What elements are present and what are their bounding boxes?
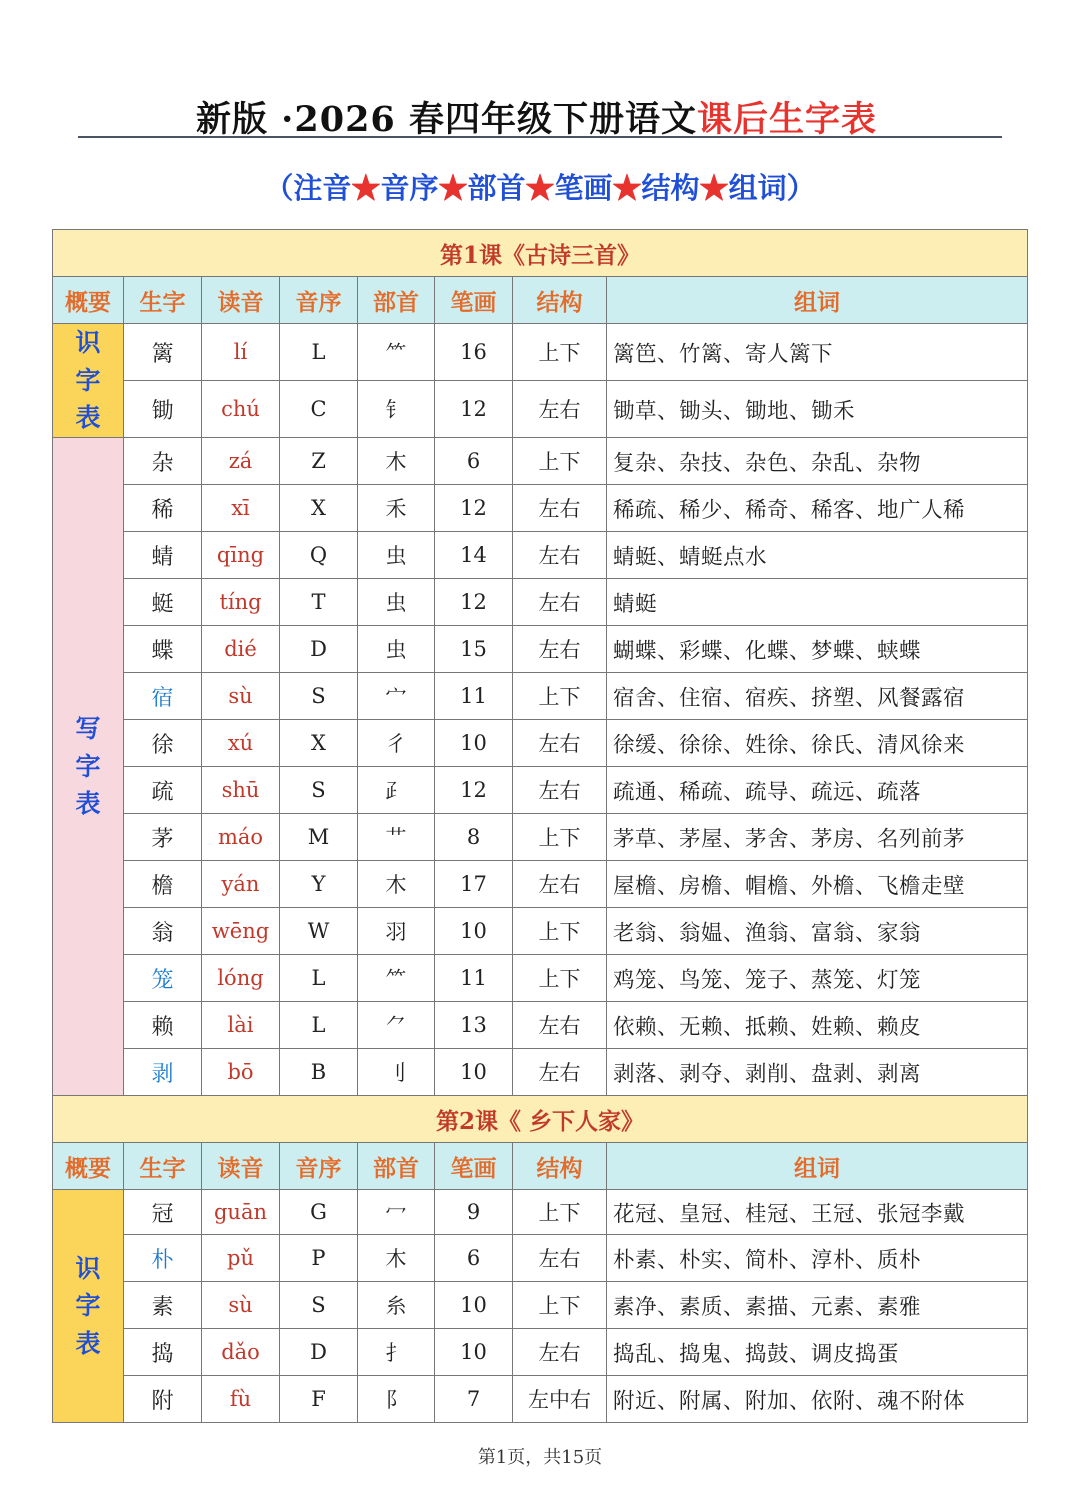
character-cell: 锄	[124, 381, 202, 438]
subtitle-part: 结构	[641, 171, 700, 205]
category-char: 表	[75, 403, 101, 433]
words-cell: 茅草、茅屋、茅舍、茅房、名列前茅	[607, 814, 1028, 861]
strokes-cell: 14	[435, 532, 513, 579]
words-cell: 素净、素质、素描、元素、素雅	[607, 1282, 1028, 1329]
structure-cell: 左右	[513, 532, 607, 579]
pinyin-cell: qīng	[202, 532, 280, 579]
strokes-cell: 17	[435, 861, 513, 908]
column-header: 部首	[358, 1143, 435, 1190]
subtitle-part: 部首	[467, 171, 526, 205]
structure-cell: 上下	[513, 955, 607, 1002]
radical-cell: 糸	[358, 1282, 435, 1329]
table-row	[53, 955, 1028, 1002]
vocabulary-table	[52, 229, 1028, 1423]
strokes-cell: 16	[435, 324, 513, 381]
column-header: 笔画	[435, 1143, 513, 1190]
table-row	[53, 908, 1028, 955]
pinyin-cell: xī	[202, 485, 280, 532]
structure-cell: 左右	[513, 861, 607, 908]
page-footer: 第1页，共15页	[477, 1447, 603, 1468]
words-cell: 鸡笼、鸟笼、笼子、蒸笼、灯笼	[607, 955, 1028, 1002]
radical-cell: 扌	[358, 1329, 435, 1376]
pinyin-cell: lóng	[202, 955, 280, 1002]
subtitle-open: （	[264, 171, 294, 205]
structure-cell: 左右	[513, 1235, 607, 1282]
radical-cell: 木	[358, 861, 435, 908]
initial-cell: D	[280, 1329, 358, 1376]
words-cell: 老翁、翁媪、渔翁、富翁、家翁	[607, 908, 1028, 955]
character-cell: 疏	[124, 767, 202, 814]
pinyin-cell: bō	[202, 1049, 280, 1096]
radical-cell: 阝	[358, 1376, 435, 1423]
column-header: 读音	[202, 277, 280, 324]
radical-cell: ⺪	[358, 767, 435, 814]
words-cell: 篱笆、竹篱、寄人篱下	[607, 324, 1028, 381]
words-cell: 蜻蜓	[607, 579, 1028, 626]
table-row	[53, 381, 1028, 438]
radical-cell: 羽	[358, 908, 435, 955]
table-header-row	[53, 277, 1028, 324]
radical-cell: 冖	[358, 1190, 435, 1235]
words-cell: 宿舍、住宿、宿疾、挤塑、风餐露宿	[607, 673, 1028, 720]
category-char: 表	[75, 789, 101, 819]
structure-cell: 左右	[513, 1049, 607, 1096]
star-icon: ★	[525, 171, 555, 205]
category-cell	[53, 1190, 124, 1423]
category-cell	[53, 324, 124, 438]
radical-cell: 木	[358, 1235, 435, 1282]
structure-cell: 左右	[513, 1329, 607, 1376]
table-row	[53, 814, 1028, 861]
table-row	[53, 1002, 1028, 1049]
structure-cell: 左右	[513, 579, 607, 626]
character-cell: 檐	[124, 861, 202, 908]
column-header: 结构	[513, 1143, 607, 1190]
lesson-title: 第2课《 乡下人家》	[53, 1096, 1028, 1143]
initial-cell: Q	[280, 532, 358, 579]
strokes-cell: 10	[435, 908, 513, 955]
lesson-title-row	[53, 230, 1028, 277]
structure-cell: 左右	[513, 1002, 607, 1049]
column-header: 生字	[124, 277, 202, 324]
pinyin-cell: guān	[202, 1190, 280, 1235]
strokes-cell: 8	[435, 814, 513, 861]
character-cell: 笼	[124, 955, 202, 1002]
words-cell: 剥落、剥夺、剥削、盘剥、剥离	[607, 1049, 1028, 1096]
title-highlight: 课后生字表	[696, 99, 877, 140]
words-cell: 锄草、锄头、锄地、锄禾	[607, 381, 1028, 438]
words-cell: 捣乱、捣鬼、捣鼓、调皮捣蛋	[607, 1329, 1028, 1376]
character-cell: 蜓	[124, 579, 202, 626]
table-row	[53, 485, 1028, 532]
strokes-cell: 10	[435, 1049, 513, 1096]
strokes-cell: 11	[435, 673, 513, 720]
strokes-cell: 11	[435, 955, 513, 1002]
strokes-cell: 6	[435, 1235, 513, 1282]
initial-cell: M	[280, 814, 358, 861]
table-row	[53, 324, 1028, 381]
category-cell	[53, 438, 124, 1096]
column-header: 读音	[202, 1143, 280, 1190]
table-row	[53, 720, 1028, 767]
category-char: 字	[75, 1291, 101, 1321]
words-cell: 蝴蝶、彩蝶、化蝶、梦蝶、蛱蝶	[607, 626, 1028, 673]
structure-cell: 上下	[513, 908, 607, 955]
title-main: 新版 ·2026 春四年级下册语文	[196, 99, 697, 140]
pinyin-cell: pǔ	[202, 1235, 280, 1282]
structure-cell: 左中右	[513, 1376, 607, 1423]
table-row	[53, 626, 1028, 673]
table-row	[53, 438, 1028, 485]
words-cell: 花冠、皇冠、桂冠、王冠、张冠李戴	[607, 1190, 1028, 1235]
strokes-cell: 7	[435, 1376, 513, 1423]
initial-cell: D	[280, 626, 358, 673]
strokes-cell: 10	[435, 720, 513, 767]
star-icon: ★	[612, 171, 642, 205]
pinyin-cell: dǎo	[202, 1329, 280, 1376]
character-cell: 赖	[124, 1002, 202, 1049]
radical-cell: 虫	[358, 626, 435, 673]
pinyin-cell: sù	[202, 1282, 280, 1329]
character-cell: 茅	[124, 814, 202, 861]
initial-cell: Z	[280, 438, 358, 485]
strokes-cell: 9	[435, 1190, 513, 1235]
radical-cell: 虫	[358, 579, 435, 626]
pinyin-cell: dié	[202, 626, 280, 673]
pinyin-cell: lài	[202, 1002, 280, 1049]
column-header: 组词	[607, 277, 1028, 324]
structure-cell: 上下	[513, 814, 607, 861]
character-cell: 宿	[124, 673, 202, 720]
words-cell: 徐缓、徐徐、姓徐、徐氏、清风徐来	[607, 720, 1028, 767]
subtitle-part: 笔画	[554, 171, 613, 205]
star-icon: ★	[438, 171, 468, 205]
category-char: 写	[75, 714, 101, 744]
table-row	[53, 532, 1028, 579]
radical-cell: 彳	[358, 720, 435, 767]
table-row	[53, 1235, 1028, 1282]
words-cell: 蜻蜓、蜻蜓点水	[607, 532, 1028, 579]
table-row	[53, 1049, 1028, 1096]
radical-cell: 艹	[358, 814, 435, 861]
category-char: 识	[75, 328, 101, 358]
table-row	[53, 673, 1028, 720]
radical-cell: 禾	[358, 485, 435, 532]
table-header-row	[53, 1143, 1028, 1190]
column-header: 结构	[513, 277, 607, 324]
words-cell: 附近、附属、附加、依附、魂不附体	[607, 1376, 1028, 1423]
table-row	[53, 1376, 1028, 1423]
initial-cell: P	[280, 1235, 358, 1282]
subtitle	[0, 166, 1080, 207]
pinyin-cell: máo	[202, 814, 280, 861]
column-header: 概要	[53, 277, 124, 324]
structure-cell: 左右	[513, 767, 607, 814]
column-header: 组词	[607, 1143, 1028, 1190]
words-cell: 稀疏、稀少、稀奇、稀客、地广人稀	[607, 485, 1028, 532]
category-char: 识	[75, 1253, 101, 1283]
strokes-cell: 10	[435, 1282, 513, 1329]
initial-cell: Y	[280, 861, 358, 908]
column-header: 概要	[53, 1143, 124, 1190]
words-cell: 疏通、稀疏、疏导、疏远、疏落	[607, 767, 1028, 814]
initial-cell: F	[280, 1376, 358, 1423]
pinyin-cell: sù	[202, 673, 280, 720]
radical-cell: ⺮	[358, 324, 435, 381]
words-cell: 朴素、朴实、简朴、淳朴、质朴	[607, 1235, 1028, 1282]
column-header: 生字	[124, 1143, 202, 1190]
initial-cell: L	[280, 955, 358, 1002]
structure-cell: 左右	[513, 720, 607, 767]
character-cell: 篱	[124, 324, 202, 381]
pinyin-cell: lí	[202, 324, 280, 381]
structure-cell: 左右	[513, 381, 607, 438]
column-header: 音序	[280, 1143, 358, 1190]
initial-cell: T	[280, 579, 358, 626]
words-cell: 复杂、杂技、杂色、杂乱、杂物	[607, 438, 1028, 485]
initial-cell: L	[280, 324, 358, 381]
words-cell: 屋檐、房檐、帽檐、外檐、飞檐走壁	[607, 861, 1028, 908]
initial-cell: G	[280, 1190, 358, 1235]
pinyin-cell: shū	[202, 767, 280, 814]
character-cell: 杂	[124, 438, 202, 485]
initial-cell: B	[280, 1049, 358, 1096]
strokes-cell: 12	[435, 767, 513, 814]
initial-cell: S	[280, 767, 358, 814]
strokes-cell: 12	[435, 485, 513, 532]
table-row	[53, 579, 1028, 626]
radical-cell: 钅	[358, 381, 435, 438]
page-title	[196, 92, 877, 142]
character-cell: 徐	[124, 720, 202, 767]
character-cell: 蝶	[124, 626, 202, 673]
pinyin-cell: wēng	[202, 908, 280, 955]
radical-cell: 刂	[358, 1049, 435, 1096]
table-row	[53, 1329, 1028, 1376]
character-cell: 冠	[124, 1190, 202, 1235]
star-icon: ★	[699, 171, 729, 205]
structure-cell: 左右	[513, 626, 607, 673]
subtitle-part: 注音	[293, 171, 352, 205]
column-header: 音序	[280, 277, 358, 324]
words-cell: 依赖、无赖、抵赖、姓赖、赖皮	[607, 1002, 1028, 1049]
strokes-cell: 10	[435, 1329, 513, 1376]
radical-cell: ⺈	[358, 1002, 435, 1049]
character-cell: 稀	[124, 485, 202, 532]
category-char: 字	[75, 365, 101, 395]
table-row	[53, 767, 1028, 814]
structure-cell: 上下	[513, 438, 607, 485]
table-row	[53, 1190, 1028, 1235]
pinyin-cell: yán	[202, 861, 280, 908]
initial-cell: L	[280, 1002, 358, 1049]
strokes-cell: 6	[435, 438, 513, 485]
structure-cell: 左右	[513, 485, 607, 532]
subtitle-part: 音序	[380, 171, 439, 205]
initial-cell: X	[280, 485, 358, 532]
radical-cell: 木	[358, 438, 435, 485]
radical-cell: ⺮	[358, 955, 435, 1002]
column-header: 笔画	[435, 277, 513, 324]
title-area	[78, 92, 1002, 142]
character-cell: 捣	[124, 1329, 202, 1376]
structure-cell: 上下	[513, 1190, 607, 1235]
pinyin-cell: zá	[202, 438, 280, 485]
star-icon: ★	[351, 171, 381, 205]
strokes-cell: 12	[435, 579, 513, 626]
column-header: 部首	[358, 277, 435, 324]
character-cell: 附	[124, 1376, 202, 1423]
pinyin-cell: tíng	[202, 579, 280, 626]
lesson-title: 第1课《古诗三首》	[53, 230, 1028, 277]
pinyin-cell: xú	[202, 720, 280, 767]
radical-cell: 虫	[358, 532, 435, 579]
radical-cell: 宀	[358, 673, 435, 720]
lesson-title-row	[53, 1096, 1028, 1143]
strokes-cell: 15	[435, 626, 513, 673]
pinyin-cell: fù	[202, 1376, 280, 1423]
table-row	[53, 861, 1028, 908]
character-cell: 朴	[124, 1235, 202, 1282]
initial-cell: S	[280, 1282, 358, 1329]
structure-cell: 上下	[513, 324, 607, 381]
category-char: 字	[75, 751, 101, 781]
initial-cell: X	[280, 720, 358, 767]
character-cell: 素	[124, 1282, 202, 1329]
structure-cell: 上下	[513, 1282, 607, 1329]
initial-cell: C	[280, 381, 358, 438]
table-row	[53, 1282, 1028, 1329]
character-cell: 蜻	[124, 532, 202, 579]
initial-cell: W	[280, 908, 358, 955]
character-cell: 翁	[124, 908, 202, 955]
category-char: 表	[75, 1328, 101, 1358]
strokes-cell: 12	[435, 381, 513, 438]
character-cell: 剥	[124, 1049, 202, 1096]
subtitle-part: 组词	[728, 171, 787, 205]
structure-cell: 上下	[513, 673, 607, 720]
pinyin-cell: chú	[202, 381, 280, 438]
strokes-cell: 13	[435, 1002, 513, 1049]
subtitle-close: ）	[786, 171, 816, 205]
initial-cell: S	[280, 673, 358, 720]
